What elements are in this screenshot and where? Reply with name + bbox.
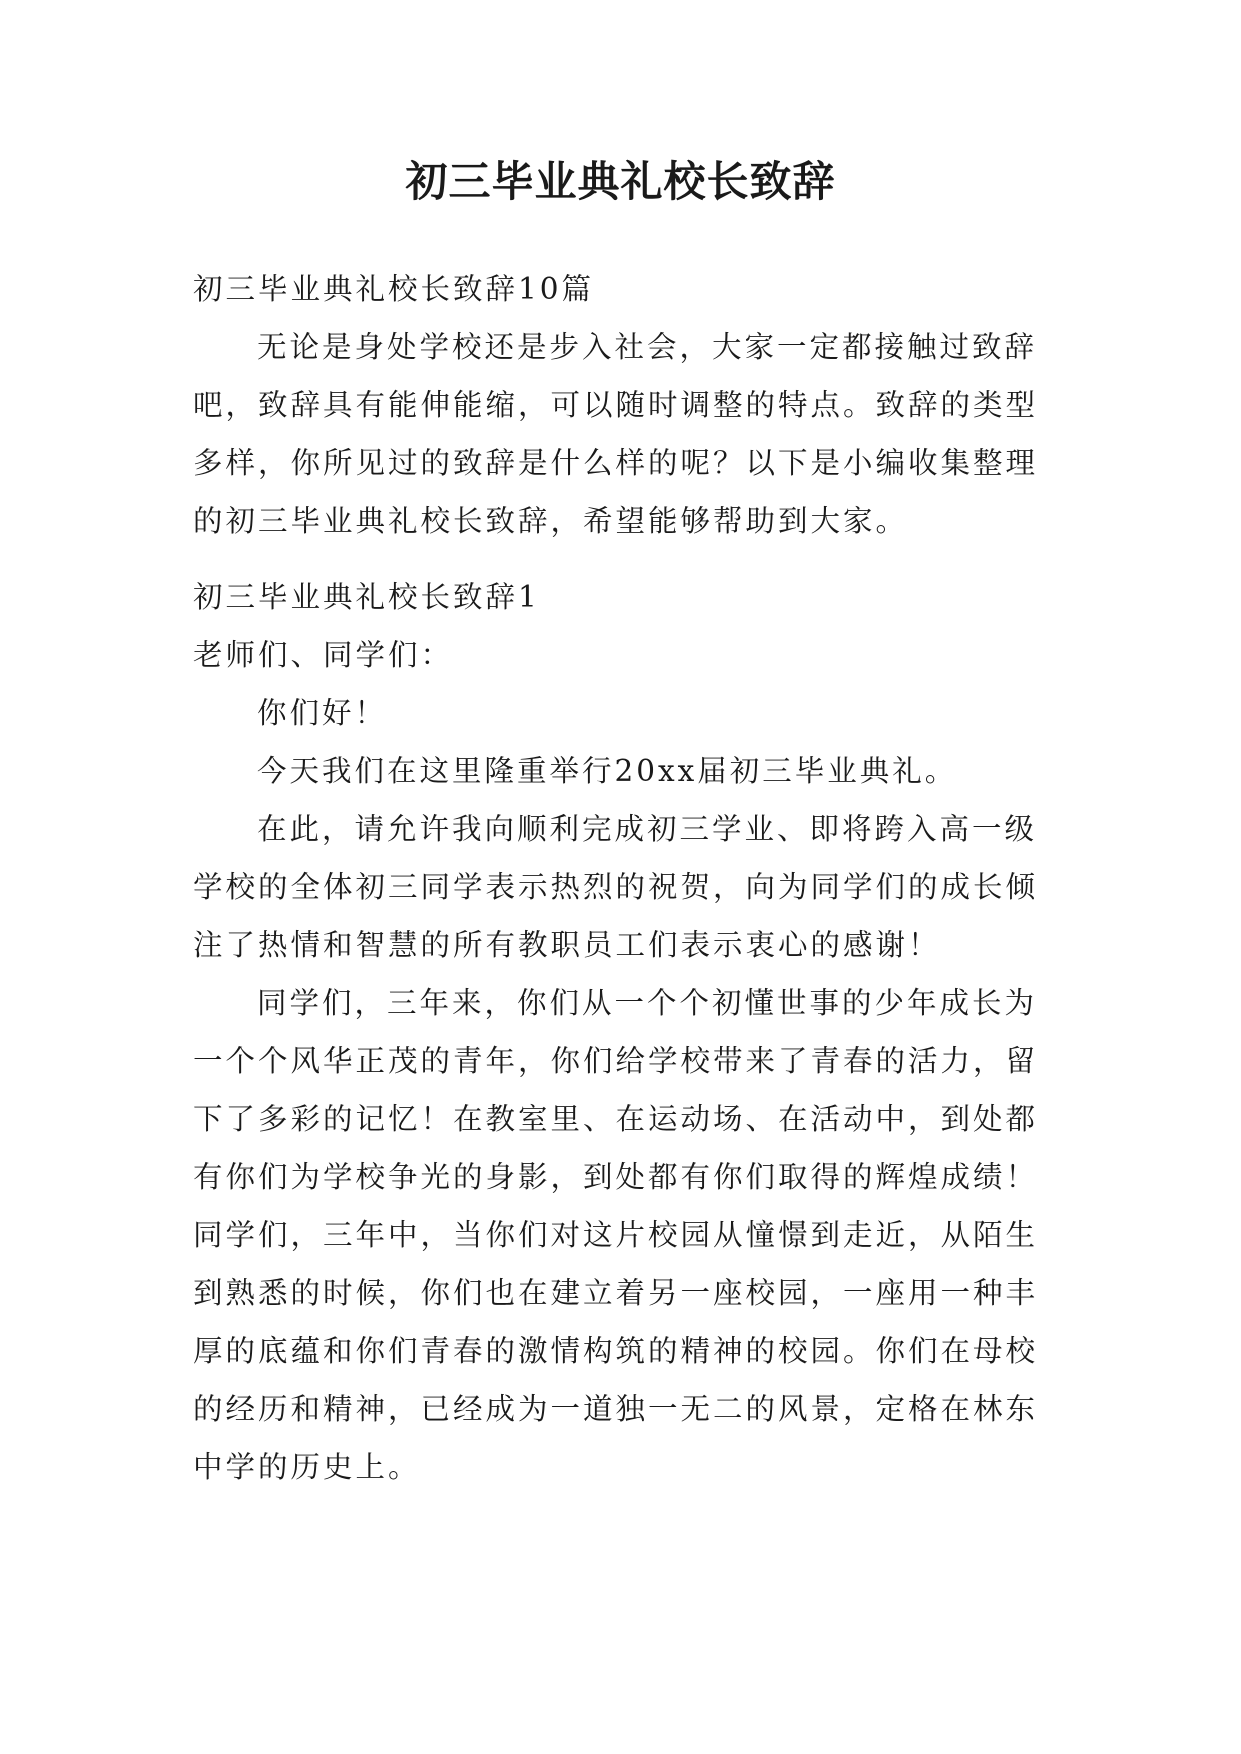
salutation: 老师们、同学们：	[193, 638, 454, 672]
section-1	[193, 568, 1053, 1496]
section-heading: 初三毕业典礼校长致辞1	[193, 580, 540, 614]
document-body	[193, 260, 1053, 550]
greeting: 你们好！	[257, 696, 388, 730]
body-paragraph: 今天我们在这里隆重举行20xx届初三毕业典礼。	[257, 754, 958, 788]
document-title: 初三毕业典礼校长致辞	[405, 157, 836, 206]
body-paragraph: 在此，请允许我向顺利完成初三学业、即将跨入高一级学校的全体初三同学表示热烈的祝贺，向为同学们的成长倾注了热情和智慧的所有教职员工们表示衷心的感谢！	[193, 812, 1039, 962]
body-paragraph: 同学们，三年来，你们从一个个初懂世事的少年成长为一个个风华正茂的青年，你们给学校带来了青春的活力，留下了多彩的记忆！在教室里、在运动场、在活动中，到处都有你们为学校争光的身影，到处都有你们取得的辉煌成绩！同学们，三年中，当你们对这片校园从憧憬到走近，从陌生到熟悉的时候，你们也在建立着另一座校园，一座用一种丰厚的底蕴和你们青春的激情构筑的精神的校园。你们在母校的经历和精神，已经成为一道独一无二的风景，定格在林东中学的历史上。	[193, 986, 1039, 1484]
subtitle: 初三毕业典礼校长致辞10篇	[193, 272, 595, 306]
intro-paragraph: 无论是身处学校还是步入社会，大家一定都接触过致辞吧，致辞具有能伸能缩，可以随时调整的特点。致辞的类型多样，你所见过的致辞是什么样的呢？以下是小编收集整理的初三毕业典礼校长致辞，希望能够帮助到大家。	[193, 330, 1039, 538]
